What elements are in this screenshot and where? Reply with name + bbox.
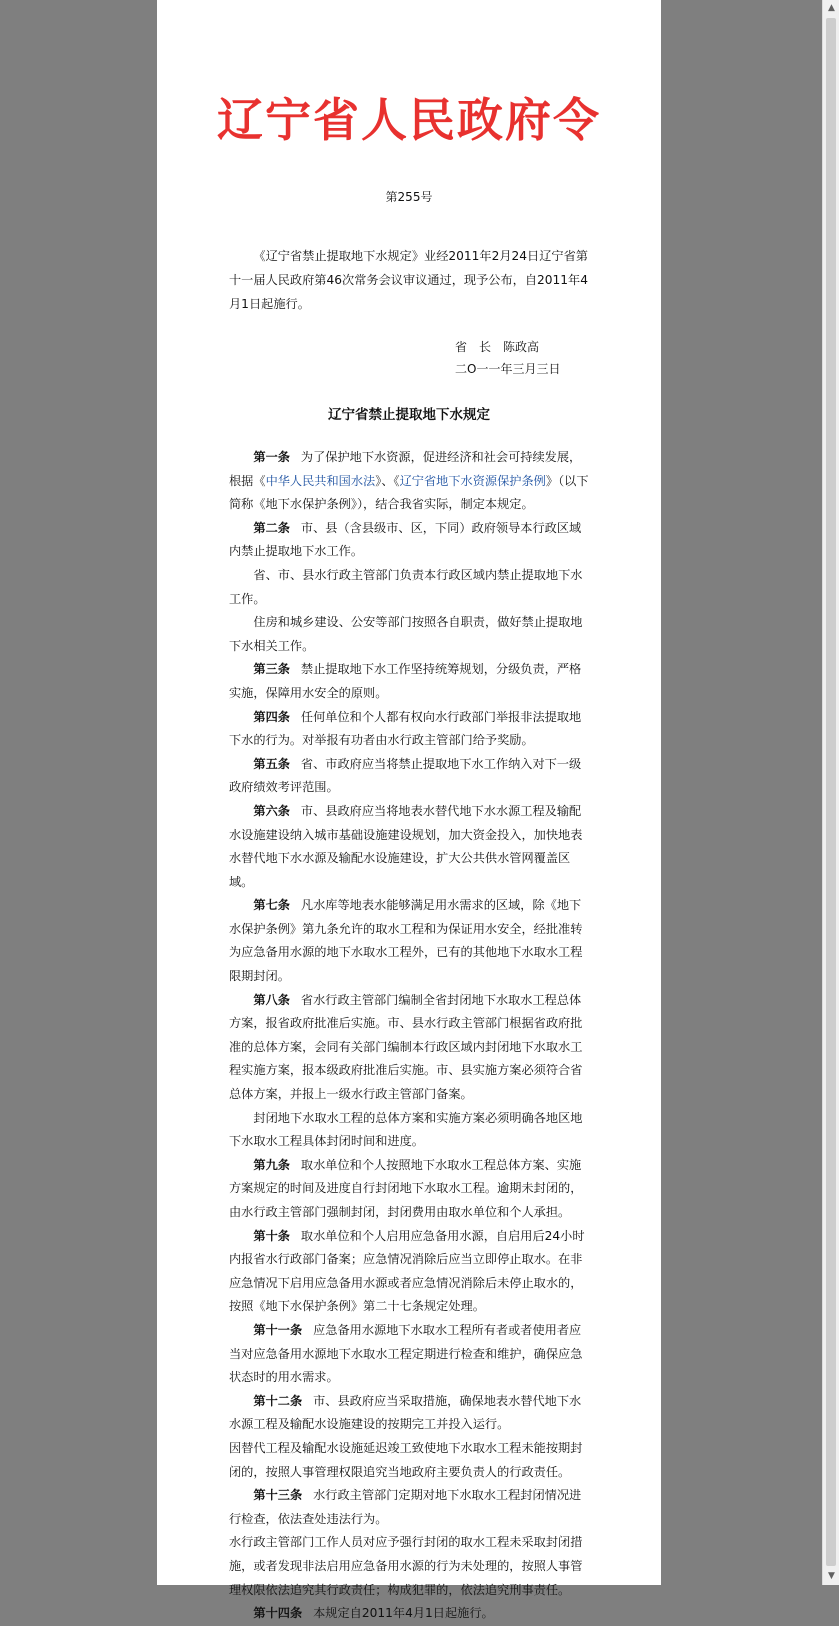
- decree-title: 辽宁省人民政府令: [217, 93, 601, 147]
- article-9: [229, 1154, 591, 1225]
- article-3: [229, 658, 591, 705]
- regulation-title: 辽宁省禁止提取地下水规定: [328, 407, 490, 423]
- article-number: 第四条: [253, 709, 290, 724]
- article-number: 第六条: [253, 803, 290, 818]
- governor-signature: 省 长 陈政高: [455, 340, 540, 354]
- article-number: 第一条: [253, 450, 290, 464]
- article-text: 省、市政府应当将禁止提取地下水工作纳入对下一级政府绩效考评范围。: [229, 756, 582, 795]
- scroll-thumb[interactable]: [826, 18, 836, 1566]
- regulation-body: [229, 446, 591, 1626]
- groundwater-regulation-link[interactable]: 辽宁省地下水资源保护条例: [399, 473, 546, 488]
- article-2-paragraph: 省、市、县水行政主管部门负责本行政区域内禁止提取地下水工作。: [229, 567, 583, 606]
- water-law-link[interactable]: 中华人民共和国水法: [265, 473, 376, 488]
- article-number: 第十三条: [253, 1488, 303, 1503]
- article-number: 第三条: [253, 662, 290, 677]
- article-text: 禁止提取地下水工作坚持统筹规划，分级负责，严格实施，保障用水安全的原则。: [229, 662, 582, 700]
- article-text: 市、县政府应当采取措施，确保地表水替代地下水水源工程及输配水设施建设的按期完工并投入运行。: [229, 1393, 582, 1432]
- order-number: 第255号: [385, 190, 433, 204]
- article-5: [229, 753, 591, 800]
- article-number: 第十二条: [253, 1393, 303, 1408]
- scroll-up-icon[interactable]: ▲: [828, 3, 835, 13]
- article-12-paragraph: 因替代工程及输配水设施延迟竣工致使地下水取水工程未能按期封闭的，按照人事管理权限追究当地政府主要负责人的行政责任。: [229, 1440, 583, 1479]
- article-text: 应急备用水源地下水取水工程所有者或者使用者应当对应急备用水源地下水取水工程定期进行检查和维护，确保应急状态时的用水需求。: [229, 1322, 583, 1385]
- scroll-down-icon[interactable]: ▼: [828, 1571, 835, 1581]
- article-8-paragraph: 封闭地下水取水工程的总体方案和实施方案必须明确各地区地下水取水工程具体封闭时间和进度。: [229, 1110, 583, 1149]
- article-number: 第二条: [253, 520, 290, 535]
- article-4: [229, 706, 591, 753]
- article-number: 第七条: [253, 898, 290, 913]
- promulgation-text: 《辽宁省禁止提取地下水规定》业经2011年2月24日辽宁省第十一届人民政府第46次常务会议审议通过，现予公布，自2011年4月1日起施行。: [229, 249, 588, 311]
- article-11: [229, 1319, 591, 1390]
- article-8: [229, 989, 591, 1107]
- article-text: 取水单位和个人按照地下水取水工程总体方案、实施方案规定的时间及进度自行封闭地下水取水工程。逾期未封闭的，由水行政主管部门强制封闭，封闭费用由取水单位和个人承担。: [229, 1157, 583, 1219]
- article-text: 市、县政府应当将地表水替代地下水水源工程及输配水设施建设纳入城市基础设施建设规划，加大资金投入，加快地表水替代地下水水源及输配水设施建设，扩大公共供水管网覆盖区域。: [229, 803, 583, 889]
- article-number: 第八条: [253, 992, 290, 1007]
- article-13: [229, 1484, 591, 1531]
- article-number: 第十条: [253, 1228, 290, 1243]
- article-1: [229, 446, 591, 517]
- article-10: [229, 1225, 591, 1319]
- signature-date: 二O一一年三月三日: [455, 362, 561, 376]
- article-number: 第五条: [253, 756, 290, 771]
- article-2-paragraph: 住房和城乡建设、公安等部门按照各自职责，做好禁止提取地下水相关工作。: [229, 615, 583, 653]
- article-14: [229, 1602, 591, 1626]
- article-text: 为了保护地下水资源，促进经济和社会可持续发展，根据《: [229, 450, 582, 488]
- article-number: 第十一条: [253, 1322, 303, 1337]
- vertical-scrollbar[interactable]: [822, 0, 839, 1585]
- article-12: [229, 1390, 591, 1437]
- article-text: 省水行政主管部门编制全省封闭地下水取水工程总体方案，报省政府批准后实施。市、县水行政主管部门根据省政府批准的总体方案，会同有关部门编制本行政区域内封闭地下水取水工程实施方案，报本级政府批准后实施。市、县实施方案必须符合省总体方案，并报上一级水行政主管部门备案。: [229, 992, 583, 1102]
- article-6: [229, 800, 591, 894]
- article-text: 》、《: [375, 473, 400, 488]
- article-text: 水行政主管部门定期对地下水取水工程封闭情况进行检查，依法查处违法行为。: [229, 1488, 582, 1526]
- article-text: 取水单位和个人启用应急备用水源，自启用后24小时内报省水行政部门备案；应急情况消除后应当立即停止取水。在非应急情况下启用应急备用水源或者应急情况消除后未停止取水的，按照《地下水保护条例》第二十七条规定处理。: [229, 1228, 585, 1314]
- article-text: 》（以下简称《地下水保护条例》），结合我省实际，制定本规定。: [229, 473, 589, 512]
- article-13-paragraph: 水行政主管部门工作人员对应予强行封闭的取水工程未采取封闭措施，或者发现非法启用应急备用水源的行为未处理的，按照人事管理权限依法追究其行政责任；构成犯罪的，依法追究刑事责任。: [229, 1535, 583, 1597]
- article-text: 本规定自2011年4月1日起施行。: [313, 1606, 494, 1621]
- article-2: [229, 517, 591, 564]
- article-text: 市、县（含县级市、区，下同）政府领导本行政区域内禁止提取地下水工作。: [229, 520, 582, 559]
- document-page: [157, 0, 661, 1621]
- article-7: [229, 894, 591, 988]
- article-number: 第九条: [253, 1157, 290, 1172]
- article-text: 任何单位和个人都有权向水行政部门举报非法提取地下水的行为。对举报有功者由水行政主管部门给予奖励。: [229, 709, 582, 748]
- article-number: 第十四条: [253, 1606, 303, 1621]
- article-text: 凡水库等地表水能够满足用水需求的区域，除《地下水保护条例》第九条允许的取水工程和为保证用水安全，经批准转为应急备用水源的地下水取水工程外，已有的其他地下水取水工程限期封闭。: [229, 898, 583, 984]
